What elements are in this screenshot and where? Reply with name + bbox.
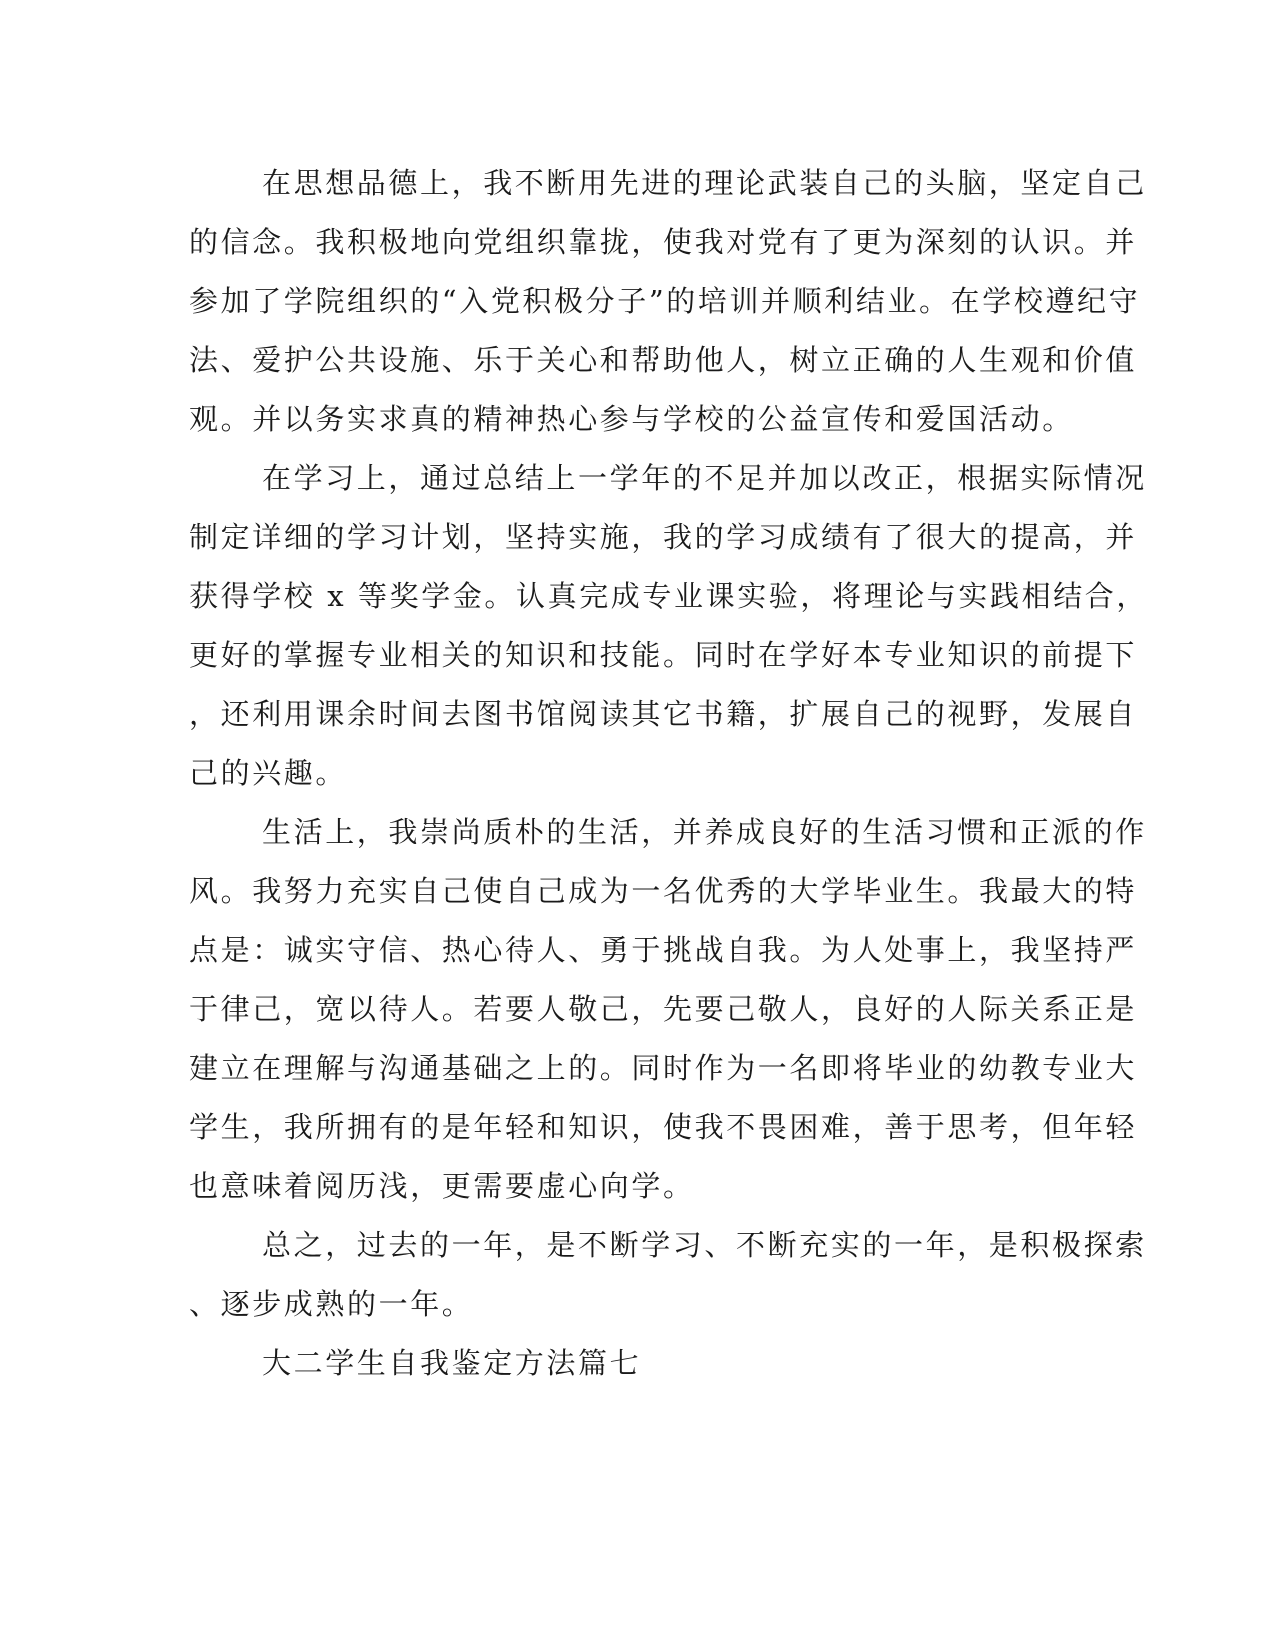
paragraph-2-line-3: 获得学校 x 等奖学金。认真完成专业课实验，将理论与实践相结合， [189,579,1148,613]
paragraph-3-line-7: 也意味着阅历浅，更需要虚心向学。 [189,1169,695,1203]
paragraph-1-line-3: 参加了学院组织的“入党积极分子”的培训并顺利结业。在学校遵纪守 [189,284,1141,318]
paragraph-2-line-1: 在学习上，通过总结上一学年的不足并加以改正，根据实际情况 [262,461,1147,495]
paragraph-3-line-4: 于律己，宽以待人。若要人敬己，先要己敬人，良好的人际关系正是 [189,992,1138,1026]
paragraph-1-line-1: 在思想品德上，我不断用先进的理论武装自己的头脑，坚定自己 [262,166,1147,200]
paragraph-3-line-3: 点是：诚实守信、热心待人、勇于挑战自我。为人处事上，我坚持严 [189,933,1138,967]
paragraph-1-line-5: 观。并以务实求真的精神热心参与学校的公益宣传和爱国活动。 [189,402,1074,436]
paragraph-1-line-4: 法、爱护公共设施、乐于关心和帮助他人，树立正确的人生观和价值 [189,343,1138,377]
paragraph-1-line-2: 的信念。我积极地向党组织靠拢，使我对党有了更为深刻的认识。并 [189,225,1138,259]
paragraph-4-line-2: 、逐步成熟的一年。 [189,1287,474,1321]
paragraph-4-line-1: 总之，过去的一年，是不断学习、不断充实的一年，是积极探索 [262,1228,1147,1262]
paragraph-3-line-1: 生活上，我崇尚质朴的生活，并养成良好的生活习惯和正派的作 [262,815,1147,849]
paragraph-3-line-2: 风。我努力充实自己使自己成为一名优秀的大学毕业生。我最大的特 [189,874,1138,908]
section-heading: 大二学生自我鉴定方法篇七 [262,1346,642,1380]
paragraph-3-line-6: 学生，我所拥有的是年轻和知识，使我不畏困难，善于思考，但年轻 [189,1110,1138,1144]
paragraph-2-line-2: 制定详细的学习计划，坚持实施，我的学习成绩有了很大的提高，并 [189,520,1138,554]
paragraph-2-line-4: 更好的掌握专业相关的知识和技能。同时在学好本专业知识的前提下 [189,638,1138,672]
paragraph-3-line-5: 建立在理解与沟通基础之上的。同时作为一名即将毕业的幼教专业大 [189,1051,1138,1085]
paragraph-2-line-5: ，还利用课余时间去图书馆阅读其它书籍，扩展自己的视野，发展自 [189,697,1138,731]
paragraph-2-line-6: 己的兴趣。 [189,756,348,790]
